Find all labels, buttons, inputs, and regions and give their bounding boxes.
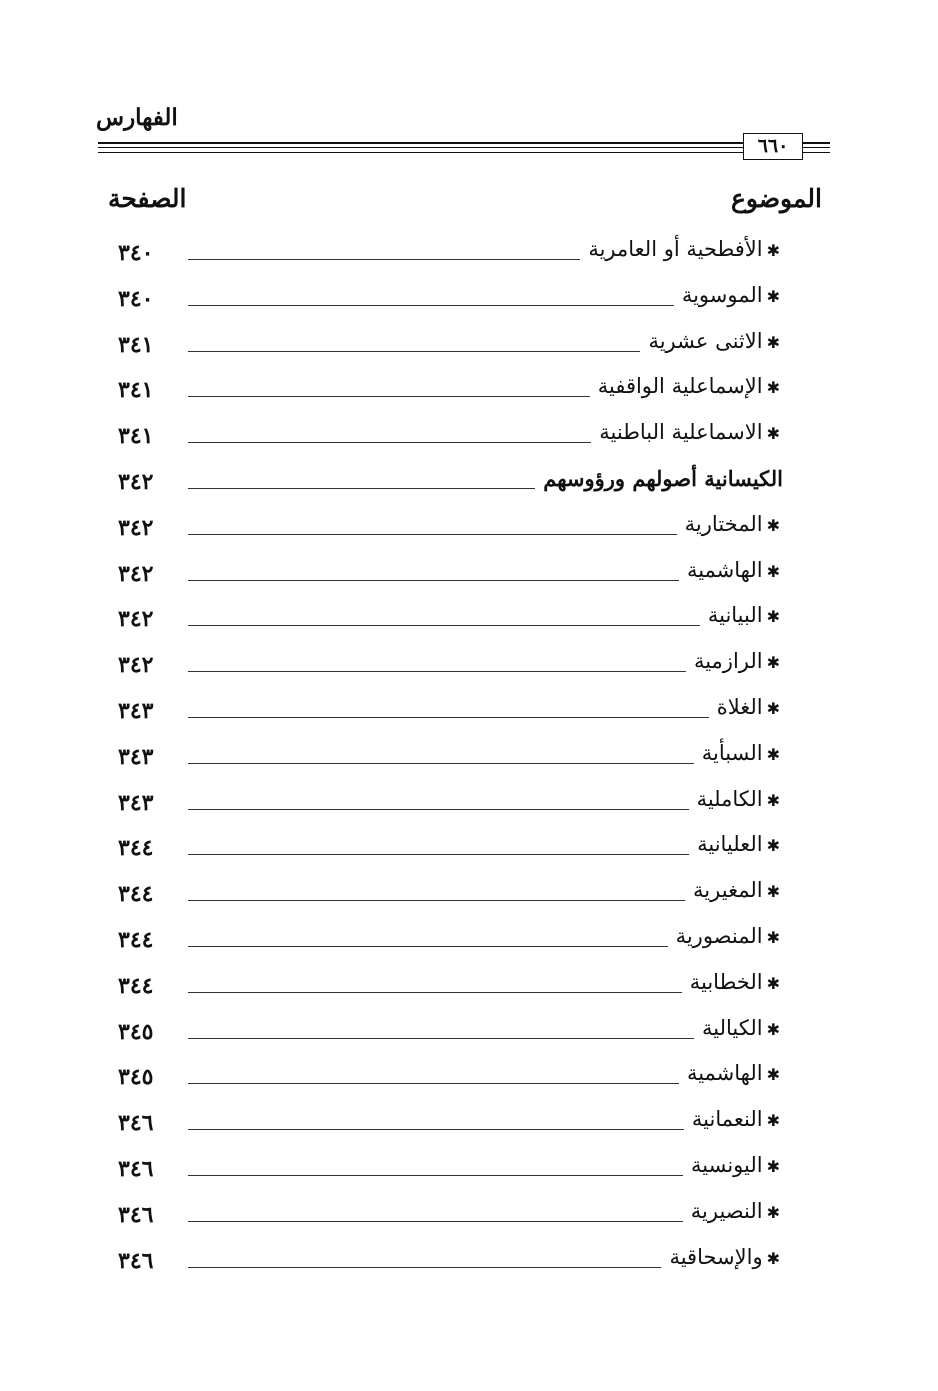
toc-entry [0, 509, 938, 555]
running-title: الفهارس [96, 104, 178, 131]
asterisk-marker: ✱ [766, 653, 780, 673]
asterisk-marker: ✱ [766, 378, 780, 398]
toc-entry [0, 326, 938, 372]
toc-entry [0, 921, 938, 967]
toc-page-number: ٣٤٢ [118, 514, 154, 541]
toc-entry [0, 646, 938, 692]
toc-subentry-title [694, 741, 780, 765]
column-heading-page: الصفحة [108, 184, 187, 213]
column-heading-topic: الموضوع [731, 184, 822, 213]
toc-entry [0, 463, 938, 509]
toc-page-number: ٣٤٠ [118, 240, 154, 266]
asterisk-marker: ✱ [766, 286, 780, 306]
toc-subentry-title [709, 695, 780, 719]
asterisk-marker: ✱ [766, 241, 780, 260]
dotted-leader [188, 717, 778, 718]
toc-title-text: السبأية [701, 740, 763, 765]
toc-subentry-title [685, 878, 780, 902]
toc-subentry-title [684, 1107, 780, 1131]
toc-page-number: ٣٤٦ [118, 1110, 154, 1137]
toc-title-text: الكيالية [702, 1015, 763, 1040]
toc-entry [0, 1196, 938, 1242]
toc-entry [0, 1150, 938, 1196]
toc-subentry-title [683, 1199, 780, 1223]
toc-page-number: ٣٤١ [118, 377, 154, 404]
toc-title-text: اليونسية [691, 1152, 763, 1177]
toc-subentry-title [668, 924, 780, 948]
toc-subentry-title [580, 237, 780, 261]
toc-subentry-title [679, 558, 780, 582]
toc-subentry-title [661, 1245, 780, 1269]
toc-title-text: الأفطحية أو العامرية [588, 237, 763, 261]
toc-subentry-title [674, 283, 780, 307]
toc-page-number: ٣٤٦ [118, 1247, 154, 1274]
toc-title-text: العليانية [697, 832, 763, 857]
asterisk-marker: ✱ [766, 1248, 780, 1268]
page-number: ٦٦٠ [743, 133, 803, 160]
toc-entry [0, 1242, 938, 1288]
toc-subentry-title [686, 649, 780, 673]
toc-entry [0, 738, 938, 784]
toc-subentry-title [683, 1153, 780, 1177]
asterisk-marker: ✱ [766, 607, 780, 627]
toc-entry [0, 967, 938, 1013]
asterisk-marker: ✱ [766, 1156, 780, 1176]
asterisk-marker: ✱ [766, 1065, 780, 1085]
toc-page-number: ٣٤٥ [118, 1064, 154, 1091]
toc-page-number: ٣٤٣ [118, 743, 154, 770]
toc-page-number: ٣٤٦ [118, 1201, 154, 1228]
toc-subentry-title [640, 329, 780, 353]
asterisk-marker: ✱ [766, 1111, 780, 1131]
toc-entry [0, 784, 938, 830]
toc-title-text: الاثنى عشرية [648, 328, 763, 353]
asterisk-marker: ✱ [766, 744, 780, 764]
toc-page-number: ٣٤٤ [118, 835, 154, 862]
asterisk-marker: ✱ [766, 698, 780, 718]
header-rule [98, 147, 830, 148]
toc-title-text: النعمانية [691, 1107, 763, 1132]
toc-page-number: ٣٤٥ [118, 1018, 154, 1045]
toc-entry [0, 280, 938, 326]
dotted-leader [188, 1038, 778, 1039]
asterisk-marker: ✱ [766, 882, 780, 902]
toc-title-text: الاسماعلية الباطنية [599, 420, 763, 445]
asterisk-marker: ✱ [766, 1202, 780, 1222]
toc-page-number: ٣٤٦ [118, 1155, 154, 1182]
toc-title-text: الكيسانية أصولهم ورؤوسهم [543, 465, 783, 491]
toc-title-text: الكاملية [696, 786, 763, 811]
toc-title-text: المنصورية [675, 923, 763, 948]
toc-title-text: المغيرية [693, 878, 763, 903]
dotted-leader [188, 763, 778, 764]
toc-title-text: البيانية [707, 603, 763, 628]
toc-title-text: الإسماعلية الواقفية [597, 374, 763, 399]
table-of-contents [0, 234, 938, 1287]
toc-page-number: ٣٤٤ [118, 972, 154, 999]
asterisk-marker: ✱ [766, 973, 780, 993]
toc-entry [0, 829, 938, 875]
toc-page-number: ٣٤٣ [118, 789, 154, 816]
toc-entry [0, 692, 938, 738]
toc-title-text: الرازمية [693, 649, 763, 674]
toc-title-text: الخطابية [689, 969, 763, 994]
toc-page-number: ٣٤١ [118, 331, 154, 358]
asterisk-marker: ✱ [766, 332, 780, 352]
toc-entry [0, 1058, 938, 1104]
toc-title-text: الهاشمية [686, 557, 763, 582]
toc-entry [0, 1104, 938, 1150]
toc-page-number: ٣٤٠ [118, 285, 154, 312]
toc-entry [0, 600, 938, 646]
toc-title-text: الغلاة [716, 694, 763, 719]
toc-page-number: ٣٤٢ [118, 606, 154, 633]
asterisk-marker: ✱ [766, 927, 780, 947]
toc-entry [0, 875, 938, 921]
toc-subentry-title [591, 420, 780, 444]
dotted-leader [188, 625, 778, 626]
asterisk-marker: ✱ [766, 515, 780, 535]
toc-page-number: ٣٤٤ [118, 926, 154, 953]
toc-page-number: ٣٤٤ [118, 881, 154, 908]
toc-entry [0, 234, 938, 280]
toc-subentry-title [689, 832, 780, 856]
asterisk-marker: ✱ [766, 561, 780, 581]
asterisk-marker: ✱ [766, 424, 780, 444]
toc-subentry-title [700, 603, 780, 627]
toc-title-text: المختارية [684, 511, 763, 536]
toc-subentry-title [677, 512, 780, 536]
asterisk-marker: ✱ [766, 836, 780, 856]
toc-section-title [535, 466, 783, 491]
toc-entry [0, 555, 938, 601]
toc-entry [0, 371, 938, 417]
toc-subentry-title [679, 1061, 780, 1085]
header-rule [98, 152, 830, 153]
asterisk-marker: ✱ [766, 1019, 780, 1039]
toc-page-number: ٣٤٣ [118, 697, 154, 724]
toc-subentry-title [590, 374, 780, 398]
toc-title-text: الهاشمية [686, 1061, 763, 1086]
toc-title-text: النصيرية [690, 1198, 763, 1223]
toc-page-number: ٣٤٢ [118, 468, 154, 495]
toc-page-number: ٣٤١ [118, 423, 154, 450]
toc-title-text: الموسوية [681, 282, 763, 307]
toc-subentry-title [689, 787, 780, 811]
toc-page-number: ٣٤٢ [118, 560, 154, 587]
toc-page-number: ٣٤٢ [118, 652, 154, 679]
toc-subentry-title [682, 970, 780, 994]
toc-entry [0, 1013, 938, 1059]
toc-entry [0, 417, 938, 463]
header-rule [98, 142, 830, 144]
asterisk-marker: ✱ [766, 790, 780, 810]
toc-subentry-title [694, 1016, 780, 1040]
toc-title-text: والإسحاقية [669, 1244, 763, 1269]
